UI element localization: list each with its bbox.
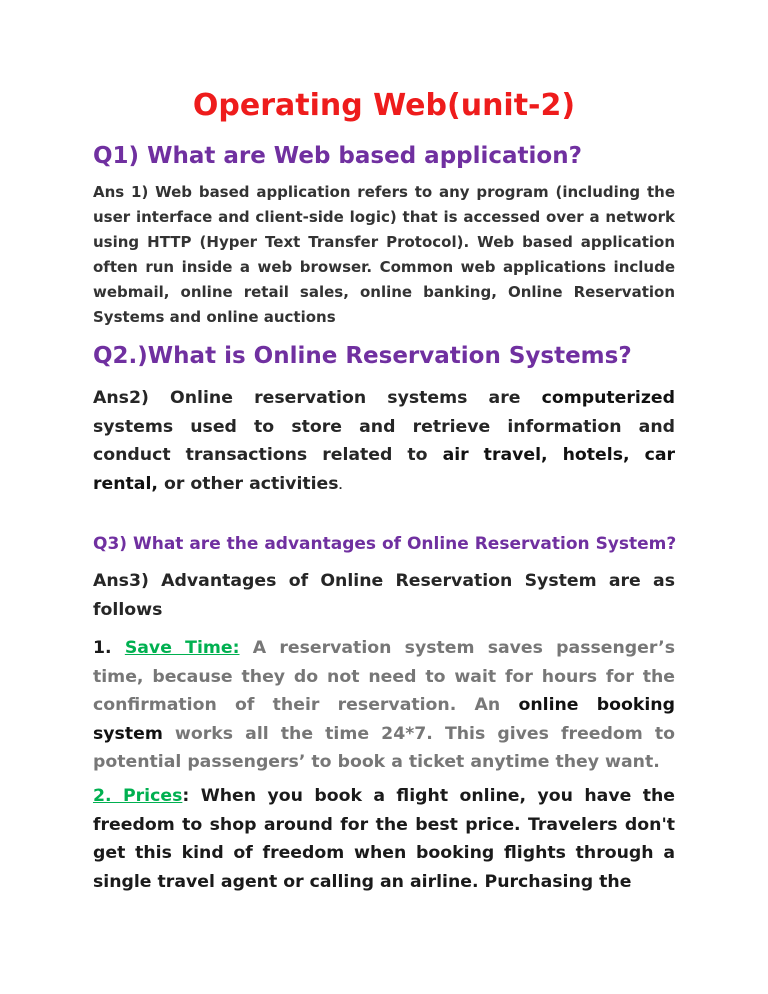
answer-2-paragraph — [93, 384, 675, 501]
document-title: Operating Web(unit-2) — [192, 88, 576, 123]
answer-2-keyword-travel: air travel, hotels, car rental, — [93, 445, 675, 494]
question-1-heading: Q1) What are Web based application? — [93, 143, 582, 169]
advantage-2-heading: 2. Prices — [93, 786, 183, 806]
answer-2-text-continued: systems used to store and retrieve information and conduct transactions related to — [93, 416, 675, 465]
advantage-2-colon: : — [182, 786, 190, 806]
online-booking-system-link: online booking system — [93, 695, 675, 744]
answer-2-text: Ans2) Online reservation systems are — [93, 388, 542, 408]
answer-2-text-end: or other activities — [157, 473, 339, 494]
answer-2-keyword-computerized: computerized — [541, 388, 675, 408]
advantage-1-text: A reservation system saves passenger’s time, because they do not need to wait for hours for the confirmation of their reservation. An — [93, 638, 675, 715]
answer-2-period: . — [338, 480, 343, 492]
question-3-heading: Q3) What are the advantages of Online Reservation System? — [93, 534, 677, 554]
advantage-1-paragraph — [93, 634, 675, 777]
advantage-1-text-continued: works all the time 24*7. This gives freedom to potential passengers’ to book a ticket anytime they want. — [93, 723, 675, 772]
advantage-1-heading: Save Time: — [124, 638, 240, 658]
advantage-2-text: When you book a flight online, you have the freedom to shop around for the best price. Travelers don't get this kind of freedom when booking flights through a single travel agent or calling an airline. Purchasing the — [93, 786, 675, 892]
question-2-heading: Q2.)What is Online Reservation Systems? — [93, 343, 632, 369]
advantage-1-number: 1. — [93, 638, 125, 658]
advantage-2-paragraph — [93, 782, 675, 896]
answer-1-paragraph: Ans 1) Web based application refers to any program (including the user interface and client-side logic) that is accessed over a network using HTTP (Hyper Text Transfer Protocol). Web based application often run inside a web browser. Common web applications include webmail, online retail sales, online banking, Online Reservation Systems and online auctions — [93, 183, 675, 326]
answer-3-intro: Ans3) Advantages of Online Reservation System are as follows — [93, 571, 675, 620]
